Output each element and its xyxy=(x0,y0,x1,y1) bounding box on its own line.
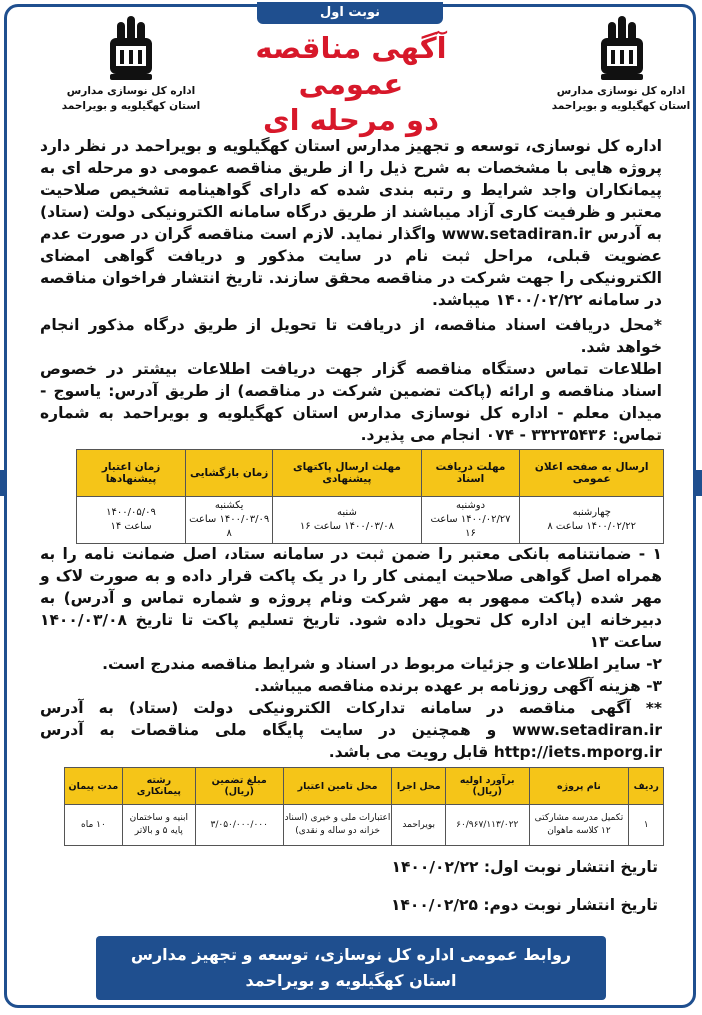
first-publish-date xyxy=(391,858,658,876)
table-header-cell: مبلغ تضمین (ریال) xyxy=(195,768,283,805)
table-row xyxy=(77,497,664,544)
table-header-row xyxy=(65,768,664,805)
condition-item: ۲- سایر اطلاعات و جزئیات مربوط در اسناد و شرایط مناقصه مندرج است. xyxy=(102,655,662,673)
footer-line-1: روابط عمومی اداره کل نوسازی، توسعه و تجهیز مدارس xyxy=(130,945,572,964)
table-header-cell: مدت پیمان xyxy=(65,768,123,805)
org-caption: اداره کل نوسازی مدارس استان کهگیلویه و بویراحمد xyxy=(61,85,201,112)
table-header-cell: ردیف xyxy=(629,768,664,805)
title-line-1: آگهی مناقصه عمومی xyxy=(255,31,447,101)
table-header-row xyxy=(77,450,664,497)
table-header-cell: زمان بازگشایی xyxy=(186,450,273,497)
notice-title xyxy=(220,30,482,138)
table-cell: ۱۰ ماه xyxy=(65,805,123,846)
org-caption: اداره کل نوسازی مدارس استان کهگیلویه و بویراحمد xyxy=(551,85,691,112)
frame-marker-right xyxy=(696,470,702,496)
condition-item: ۳- هزینه آگهی روزنامه بر عهده برنده مناقصه میباشد. xyxy=(254,677,662,695)
intro-paragraph: اداره کل نوسازی، توسعه و تجهیز مدارس استان کهگیلویه و بویراحمد در نظر دارد پروژه هایی با مشخصات به شرح ذیل را از طریق مناقصه عمومی دو مرحله ای به پیمانکاران واجد شرایط و رتبه بندی شده که دارای گواهینامه تشخیص صلاحیت معتبر و ظرفیت کاری آزاد میباشند از طریق درگاه سامانه الکترونیکی دولت (ستاد) به آدرس www.setadiran.ir واگذار نماید. لازم است مناقصه گران در صورت عدم عضویت قبلی، مراحل ثبت نام در سایت مذکور و دریافت گواهی امضای الکترونیکی را جهت شرکت در مناقصه محقق سازند. تاریخ انتشار فراخوان مناقصه در سامانه ۱۴۰۰/۰۲/۲۲ میباشد. xyxy=(40,137,663,309)
date-value: ۱۴۰۰/۰۲/۲۲ xyxy=(391,858,479,876)
table-header-cell: ارسال به صفحه اعلان عمومی xyxy=(520,450,664,497)
emblem-icon xyxy=(104,16,158,82)
table-cell: شنبه ۱۴۰۰/۰۳/۰۸ ساعت ۱۶ xyxy=(273,497,421,544)
table-cell: ۶۰/۹۶۷/۱۱۳/۰۲۲ xyxy=(446,805,530,846)
emblem-icon xyxy=(595,16,649,82)
receipt-paragraph: *محل دریافت اسناد مناقصه، از دریافت تا تحویل از طریق درگاه مذکور انجام خواهد شد. اطلاعات تماس دستگاه مناقصه گزار جهت دریافت اطلاعات بیشتر در خصوص اسناد مناقصه و ارائه (پاکت تضمین شرکت در مناقصه) از طریق آدرس: یاسوج - میدان معلم - اداره کل نوسازی مدارس استان کهگیلویه و بویراحمد به شماره تماس: ۳۳۲۳۵۴۳۶ - ۰۷۴ انجام می پذیرد. xyxy=(40,316,662,444)
table-cell: دوشنبه ۱۴۰۰/۰۲/۲۷ ساعت ۱۶ xyxy=(421,497,520,544)
date-value: ۱۴۰۰/۰۲/۲۵ xyxy=(390,896,478,914)
table-cell: ۱ xyxy=(629,805,664,846)
schedule-table xyxy=(76,449,664,544)
table-cell: تکمیل مدرسه مشارکتی ۱۲ کلاسه ماهوان xyxy=(529,805,629,846)
table-header-cell: محل اجرا xyxy=(392,768,446,805)
table-cell: ۱۴۰۰/۰۵/۰۹ ساعت ۱۴ xyxy=(77,497,186,544)
table-header-cell: زمان اعتبار پیشنهادها xyxy=(77,450,186,497)
round-badge: نوبت اول xyxy=(257,2,443,24)
table-cell: اعتبارات ملی و خیری (اسناد خزانه دو ساله و نقدی) xyxy=(283,805,392,846)
condition-item: ۱ - ضمانتنامه بانکی معتبر را ضمن ثبت در سامانه ستاد، اصل ضمانت نامه را به همراه اصل گواهی صلاحیت ایمنی کار را در یک پاکت قرار داده و به صورت لاک و مهر شده (پاکت ممهور به مهر شرکت ونام پروژه و شماره تماس و آدرس) به دبیرخانه این اداره کل تحویل داده شود. تاریخ تسلیم پاکت تا تاریخ ۱۴۰۰/۰۳/۰۸ ساعت ۱۳ xyxy=(40,545,662,651)
frame-marker-left xyxy=(0,470,6,496)
table-cell: یکشنبه ۱۴۰۰/۰۳/۰۹ ساعت ۸ xyxy=(186,497,273,544)
table-header-cell: مهلت دریافت اسناد xyxy=(421,450,520,497)
publish-note: ** آگهی مناقصه در سامانه تدارکات الکترونیکی دولت (ستاد) به آدرس www.setadiran.ir و همچنین در سایت پایگاه ملی مناقصات به آدرس http://iets.mporg.ir قابل رویت می باشد. xyxy=(40,699,662,761)
table-cell: چهارشنبه ۱۴۰۰/۰۲/۲۲ ساعت ۸ xyxy=(520,497,664,544)
table-header-cell: نام پروژه xyxy=(529,768,629,805)
table-header-cell: برآورد اولیه (ریال) xyxy=(446,768,530,805)
table-cell: بویراحمد xyxy=(392,805,446,846)
projects-table xyxy=(64,767,664,846)
table-header-cell: مهلت ارسال پاکتهای پیشنهادی xyxy=(273,450,421,497)
date-label: تاریخ انتشار نوبت اول: xyxy=(483,858,658,876)
table-header-cell: رشته پیمانکاری xyxy=(122,768,195,805)
second-publish-date xyxy=(391,896,658,914)
table-row xyxy=(65,805,664,846)
footer-line-2: استان کهگیلویه و بویراحمد xyxy=(245,971,457,990)
title-line-2: دو مرحله ای xyxy=(263,103,439,137)
date-label: تاریخ انتشار نوبت دوم: xyxy=(483,896,658,914)
table-cell: ۳/۰۵۰/۰۰۰/۰۰۰ xyxy=(195,805,283,846)
conditions-block xyxy=(40,543,662,761)
table-header-cell: محل تامین اعتبار xyxy=(283,768,392,805)
footer-banner xyxy=(96,936,606,1000)
table-cell: ابنیه و ساختمان پایه ۵ و بالاتر xyxy=(122,805,195,846)
